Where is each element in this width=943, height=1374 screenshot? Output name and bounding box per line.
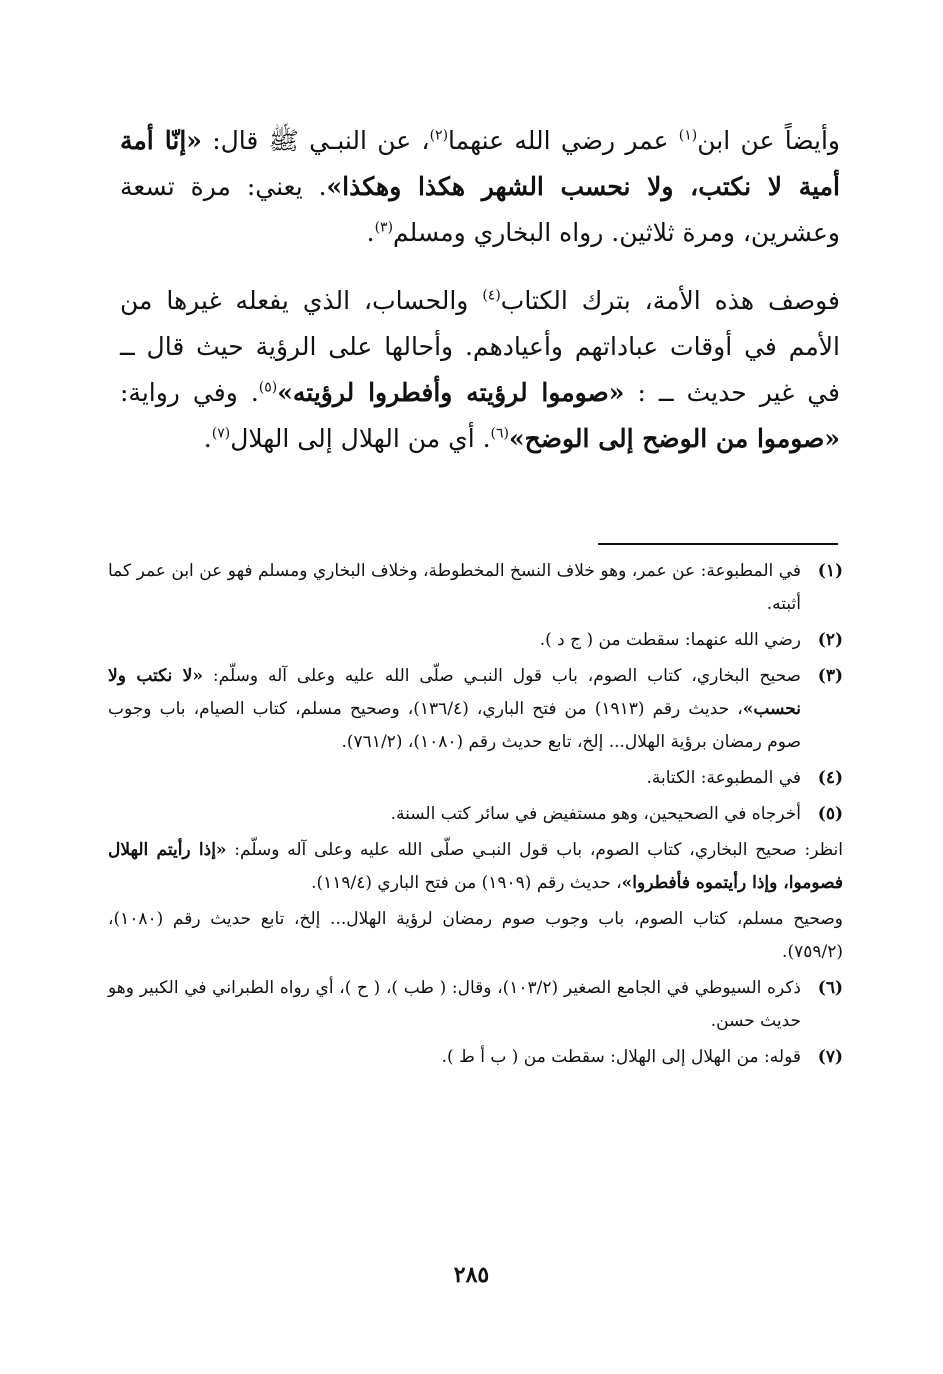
footnote-2 (108, 624, 843, 657)
text-run: . أي من الهلال إلى الهلال (230, 424, 491, 453)
footnote-5 (108, 798, 843, 831)
hadith-quote: «إنّا أمة أمية لا نكتب، ولا نحسب الشهر هكذا وهكذا» (120, 126, 840, 201)
page-number: ٢٨٥ (453, 1262, 490, 1288)
text-run: صحيح البخاري، كتاب الصوم، باب قول النبـي صلّى الله عليه وعلى آله وسلّم: (203, 666, 801, 686)
footnote-4 (108, 762, 843, 795)
footnote-text: رضي الله عنهما: سقطت من ( ج د ). (539, 630, 801, 650)
hadith-quote: «إذا رأيتم الهلال فصوموا، وإذا رأيتموه فأفطروا» (108, 840, 843, 893)
footnote-text (108, 660, 801, 759)
text-run: فوصف هذه الأمة، بترك الكتاب (500, 286, 841, 315)
footnote-separator (598, 543, 838, 545)
footnote-ref-6: (٦) (490, 425, 510, 442)
footnote-ref-5: (٥) (258, 379, 278, 396)
footnote-text: أخرجاه في الصحيحين، وهو مستفيض في سائر كتب السنة. (390, 804, 801, 824)
body-paragraph-2 (120, 278, 840, 462)
footnote-6 (108, 972, 843, 1038)
footnote-ref-2: (٢) (429, 127, 449, 144)
footnote-ref-7: (٧) (211, 425, 231, 442)
footnote-5-continuation-1 (108, 834, 843, 900)
text-run: انظر: صحيح البخاري، كتاب الصوم، باب قول النبـي صلّى الله عليه وعلى آله وسلّم: (226, 840, 843, 860)
text-run: عمر رضي الله عنهما (448, 126, 679, 155)
footnote-number: (٤) (817, 768, 843, 788)
footnote-text: ذكره السيوطي في الجامع الصغير (١٠٣/٢)، وقال: ( طب )، ( ح )، أي رواه الطبراني في الكبير وهو حديث حسن. (108, 978, 801, 1031)
text-run: ، عن النبـي ﷺ قال: (201, 126, 430, 155)
footnote-ref-3: (٣) (374, 219, 394, 236)
footnote-text: قوله: من الهلال إلى الهلال: سقطت من ( ب أ ط ). (441, 1047, 801, 1067)
text-run: . يعني: مرة تسعة وعشرين، ومرة ثلاثين. رواه البخاري ومسلم (120, 172, 840, 247)
footnote-1 (108, 555, 843, 621)
footnote-ref-4: (٤) (482, 287, 501, 304)
footnotes-section (108, 555, 843, 1077)
footnote-text: في المطبوعة: الكتابة. (646, 768, 801, 788)
footnote-5-continuation-2: وصحيح مسلم، كتاب الصوم، باب وجوب صوم رمضان لرؤية الهلال... إلخ، تابع حديث رقم (١٠٨٠)، (٧٥٩/٢). (108, 909, 843, 962)
text-run: ، حديث رقم (١٩٠٩) من فتح الباري (١١٩/٤). (311, 873, 622, 893)
text-run: . وفي رواية: (120, 378, 259, 407)
hadith-quote: «لا نكتب ولا نحسب» (108, 666, 801, 719)
footnote-number: (٧) (817, 1047, 843, 1067)
footnote-number: (٣) (817, 666, 843, 686)
hadith-quote: «صوموا لرؤيته وأفطروا لرؤيته» (277, 378, 625, 407)
footnote-text: في المطبوعة: عن عمر، وهو خلاف النسخ المخطوطة، وخلاف البخاري ومسلم فهو عن ابن عمر كما أثبته. (108, 561, 801, 614)
text-run: . (366, 218, 375, 247)
footnote-number: (٦) (817, 978, 843, 998)
footnote-number: (٢) (817, 630, 843, 650)
footnote-number: (٥) (817, 804, 843, 824)
text-run: . (203, 424, 212, 453)
hadith-quote: «صوموا من الوضح إلى الوضح» (509, 424, 840, 453)
footnote-ref-1: (١) (678, 127, 698, 144)
text-run: والحساب، الذي يفعله غيرها من الأمم في أوقات عباداتهم وأعيادهم. وأحالها على الرؤية حيث قال ــ في غير حديث ــ : (120, 286, 841, 407)
body-paragraph-1 (120, 118, 840, 256)
text-run: ، حديث رقم (١٩١٣) من فتح الباري، (١٣٦/٤)، وصحيح مسلم، كتاب الصيام، باب وجوب صوم رمضان برؤية الهلال... إلخ، تابع حديث رقم (١٠٨٠)، (٧٦١/٢). (108, 699, 801, 752)
footnote-3 (108, 660, 843, 759)
footnote-number: (١) (817, 561, 843, 581)
text-run: وأيضاً عن ابن (697, 126, 840, 155)
footnote-7 (108, 1041, 843, 1074)
